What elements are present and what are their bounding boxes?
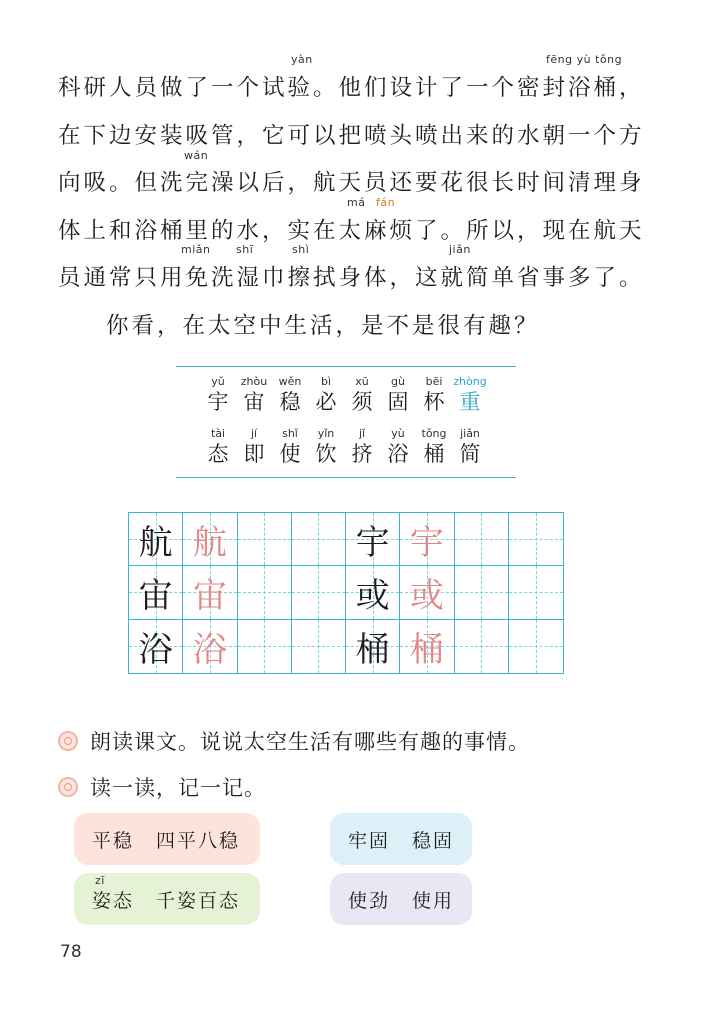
char-shi: shǐ 使	[279, 427, 301, 466]
recognition-row-1	[204, 375, 487, 415]
pinyin-jian: jiǎn	[449, 243, 471, 256]
grid-cell: 桶	[346, 620, 400, 673]
paragraph-line-2: 在下边安装吸管，它可以把喷头喷出来的水朝一个方	[58, 123, 645, 149]
word-group-1	[74, 813, 260, 865]
grid-cell	[455, 513, 509, 566]
exercise-1	[58, 726, 530, 756]
word-group-1-word-2: 四平八稳	[156, 829, 241, 852]
grid-cell: 或	[400, 566, 454, 619]
grid-cell: 浴	[129, 620, 183, 673]
grid-cell: 或	[346, 566, 400, 619]
char-gu: gù 固	[387, 375, 409, 414]
grid-cell	[238, 620, 292, 673]
grid-cell: 宙	[129, 566, 183, 619]
recognition-row-2	[204, 427, 484, 467]
exercise-bullet-icon	[58, 731, 78, 751]
pinyin-feng-yu-tong: fēng yù tǒng	[546, 53, 623, 66]
grid-cell: 宇	[346, 513, 400, 566]
paragraph-line-4: 体上和浴桶里的水，实在太麻烦了。所以，现在航天	[58, 218, 645, 244]
char-xu: xū 须	[351, 375, 373, 414]
char-yu2: yù 浴	[387, 427, 409, 466]
char-tai: tài 态	[207, 427, 229, 466]
grid-cell	[292, 620, 346, 673]
recognition-characters-box	[176, 366, 516, 478]
char-ji1: jí 即	[243, 427, 265, 466]
char-zhong: zhòng 重	[453, 375, 487, 414]
word-group-2-word-2: 稳固	[412, 829, 455, 852]
char-yu: yǔ 宇	[207, 375, 229, 414]
word-group-1-word-1: 平稳	[92, 829, 135, 852]
paragraph-line-3: 向吸。但洗完澡以后，航天员还要花很长时间清理身	[58, 170, 645, 196]
pinyin-yan: yàn	[291, 53, 313, 66]
word-group-3-word-2: 千姿百态	[156, 889, 241, 912]
char-zhou: zhòu 宙	[240, 375, 268, 414]
grid-cell	[509, 513, 563, 566]
word-group-3-word-1: 姿态	[92, 889, 135, 912]
char-bei: bēi 杯	[423, 375, 445, 414]
pinyin-ma: má	[347, 196, 366, 209]
char-ji2: jǐ 挤	[351, 427, 373, 466]
grid-cell: 航	[129, 513, 183, 566]
grid-cell	[509, 620, 563, 673]
paragraph-line-1: 科研人员做了一个试验。他们设计了一个密封浴桶，	[58, 75, 645, 101]
word-group-2	[330, 813, 472, 865]
word-group-2-word-1: 牢固	[348, 829, 391, 852]
char-tong: tǒng 桶	[421, 427, 447, 466]
exercise-2-text: 读一读，记一记。	[90, 776, 266, 800]
grid-cell: 宙	[183, 566, 237, 619]
exercise-bullet-icon	[58, 777, 78, 797]
pinyin-fan: fán	[376, 196, 396, 209]
grid-cell	[238, 566, 292, 619]
paragraph-line-6: 你看，在太空中生活，是不是很有趣？	[106, 313, 540, 339]
grid-cell: 桶	[400, 620, 454, 673]
grid-cell	[455, 566, 509, 619]
pinyin-mian: miǎn	[181, 243, 211, 256]
pinyin-shi1: shī	[236, 243, 254, 256]
word-group-4	[330, 873, 472, 925]
grid-cell: 航	[183, 513, 237, 566]
paragraph-line-5: 员通常只用免洗湿巾擦拭身体，这就简单省事多了。	[58, 265, 645, 291]
grid-cell	[238, 513, 292, 566]
grid-cell: 宇	[400, 513, 454, 566]
grid-cell	[455, 620, 509, 673]
pinyin-shi2: shì	[292, 243, 310, 256]
char-yin: yǐn 饮	[315, 427, 337, 466]
grid-cell	[292, 566, 346, 619]
char-bi: bì 必	[315, 375, 337, 414]
exercise-2	[58, 772, 266, 802]
writing-grid	[128, 512, 564, 674]
pinyin-zi: zī	[95, 874, 105, 887]
pinyin-wan: wán	[184, 149, 209, 162]
grid-cell	[292, 513, 346, 566]
grid-cell	[509, 566, 563, 619]
word-group-4-word-1: 使劲	[348, 889, 391, 912]
char-jian: jiǎn 简	[459, 427, 481, 466]
word-group-4-word-2: 使用	[412, 889, 455, 912]
grid-cell: 浴	[183, 620, 237, 673]
page-number: 78	[60, 942, 82, 962]
char-wen: wěn 稳	[278, 375, 302, 414]
exercise-1-text: 朗读课文。说说太空生活有哪些有趣的事情。	[90, 730, 530, 754]
